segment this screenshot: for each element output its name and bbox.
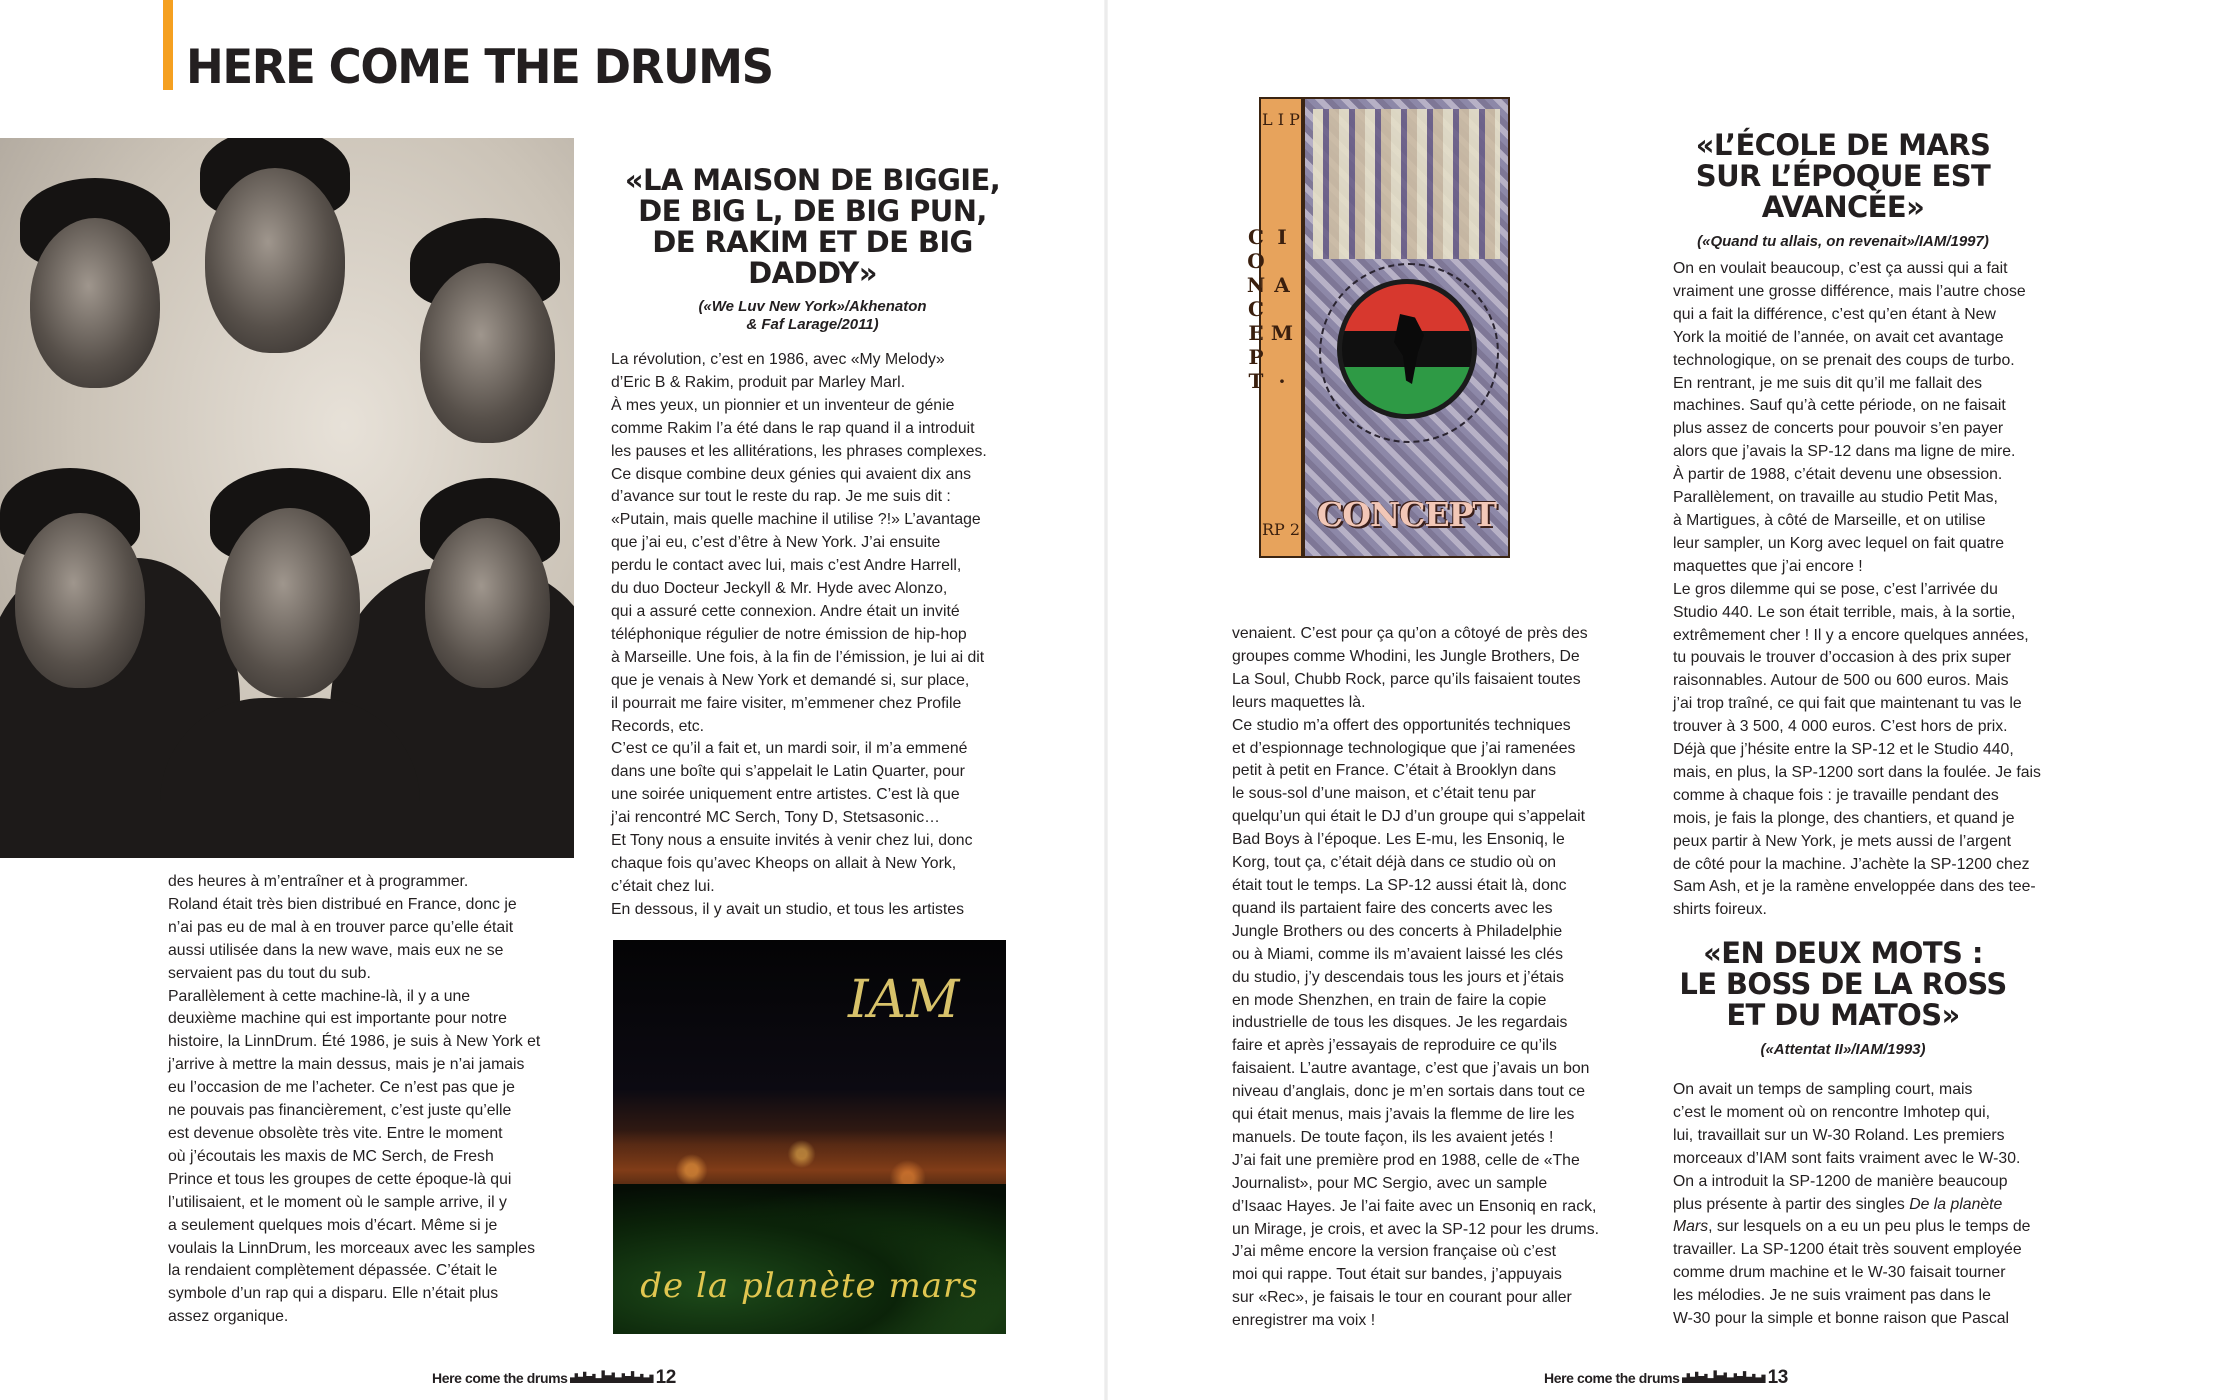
body-column-2: La révolution, c’est en 1986, avec «My Melody» d’Eric B & Rakim, produit par Marley Marl. À mes yeux, un pionnier et un inventeur de génie comme Rakim l’a été dans le rap quand il a introduit les pauses et les allitérations, les phrases complexes. Ce disque combine deux génies qui avaient dix ans d’avance sur tout le reste du rap. Je me suis dit : «Putain, mais quelle machine il utilise ?!» L’avantage que j’ai eu, c’est d’être à New York. J’ai ensuite perdu le contact avec lui, mais c’est Andre Harrell, du duo Docteur Jeckyll & Mr. Hyde avec Alonzo, qui a assuré cette connexion. Andre était un invité téléphonique régulier de notre émission de hip-hop à Marseille. Une fois, à la fin de l’émission, je lui ai dit que je venais à New York et demandé si, sur place, il pourrait me faire visiter, m’emmener chez Profile Records, etc. C’est ce qu’il a fait et, un mardi soir, il m’a emmené dans une boîte qui s’appelait le Latin Quarter, pour une soirée uniquement entre artistes. C’est là que j’ai rencontré MC Serch, Tony D, Stetsasonic… Et Tony nous a ensuite invités à venir chez lui, donc chaque fois qu’avec Kheops on allait à New York, c’était chez lui. En dessous, il y avait un studio, et tous les artistes (611, 351, 987, 918)
pull-quote-credit-1: («We Luv New York»/Akhenaton & Faf Larage/2011) (698, 298, 927, 333)
page-folio-right (1544, 1367, 1788, 1389)
page-number: 13 (1767, 1367, 1788, 1388)
cassette-spine-bottom: RP 2 (1261, 520, 1301, 539)
body-column-1: des heures à m’entraîner et à programmer. Roland était très bien distribué en France, donc je n’ai pas eu de mal à en trouver parce qu’elle était aussi utilisée dans la new wave, mais eux ne se servaient pas du tout du sub. Parallèlement à cette machine-là, il y a une deuxième machine qui est importante pour notre histoire, la LinnDrum. Été 1986, je suis à New York et j’arrive à mettre la main dessus, mais je n’ai jamais eu l’occasion de me l’acheter. Ce n’est pas que je ne pouvais pas financièrement, c’est juste qu’elle est devenue obsolète très vite. Entre le moment où j’écoutais les maxis de MC Serch, de Fresh Prince et tous les groupes de cette époque-là qui l’utilisaient, et le moment où le sample arrive, il y a seulement quelques mois d’écart. Même si je voulais la LinnDrum, les morceaux avec les samples la rendaient complètement dépassée. C’était le symbole d’un rap qui a disparu. Elle n’était plus assez organique. (168, 873, 541, 1326)
section-accent-bar (163, 0, 173, 90)
cassette-front-label: CONCEPT (1317, 495, 1496, 534)
skyline-icon (1682, 1369, 1766, 1383)
skyline-icon (570, 1369, 654, 1383)
pull-quote-credit-2: («Quand tu allais, on revenait»/IAM/1997) (1697, 233, 1989, 250)
folio-label: Here come the drums (1544, 1370, 1680, 1386)
body-column-4-continued: On avait un temps de sampling court, mais c’est le moment où on rencontre Imhotep qui, lui, travaillait sur un W-30 Roland. Les premiers morceaux d’IAM sont faits vraiment avec le W-30. On a introduit la SP-1200 de manière beaucoup plus présente à partir des singles De la planète Mars, sur lesquels on a eu un peu plus le temps de travailler. La SP-1200 était très souvent employée comme drum machine et le W-30 faisait tourner les mélodies. Je ne suis vraiment pas dans le W-30 pour la simple et bonne raison que Pascal (1673, 1081, 2031, 1328)
album-cover-logo: IAM (848, 970, 960, 1030)
africa-emblem (1337, 279, 1477, 419)
pull-quote-heading-3: «EN DEUX MOTS : LE BOSS DE LA ROSS ET DU MATOS» (1679, 936, 2007, 1032)
folio-label: Here come the drums (432, 1370, 568, 1386)
page-folio-left (432, 1367, 676, 1389)
cassette-front (1303, 97, 1510, 558)
pull-quote-heading-1: «LA MAISON DE BIGGIE, DE BIG L, DE BIG PUN, DE RAKIM ET DE BIG DADDY» (624, 163, 1001, 290)
page-left (0, 0, 1106, 1400)
album-cover-image (613, 940, 1006, 1334)
cassette-spine-top: L I P (1262, 110, 1300, 129)
pull-quote-credit-3: («Attentat II»/IAM/1993) (1760, 1041, 1926, 1058)
page-right (1106, 0, 2213, 1400)
body-column-3: venaient. C’est pour ça qu’on a côtoyé de près des groupes comme Whodini, les Jungle Brothers, De La Soul, Chubb Rock, parce qu’ils faisaient toutes leurs maquettes là. Ce studio m’a offert des opportunités techniques et d’espionnage technologique que j’ai ramenées petit à petit en France. C’était à Brooklyn dans le sous-sol d’une maison, et c’était tenu par quelqu’un qui était le DJ d’un groupe qui s’appelait Bad Boys à l’époque. Les E-mu, les Ensoniq, le Korg, tout ça, c’était déjà dans ce studio où on était tout le temps. La SP-12 aussi était là, donc quand ils partaient faire des concerts avec les Jungle Brothers ou des concerts à Philadelphie ou à Miami, comme ils m’avaient laissé les clés du studio, j’y descendais tous les jours et j’étais en mode Shenzhen, en train de faire la copie industrielle de tous les disques. Je les regardais faire et après j’essayais de reproduire ce qu’ils faisaient. L’autre avantage, c’est que j’avais un bon niveau d’anglais, donc je m’en sortais dans tout ce qui était menus, mais j’avais la flemme de lire les manuels. De toute façon, ils les avaient jetés ! J’ai fait une première prod en 1988, celle de «The Journalist», pour MC Sergio, avec un sample d’Isaac Hayes. Je l’ai faite avec un Ensoniq en rack, un Mirage, je crois, et avec la SP-12 pour les drums. J’ai même encore la version française où c’est moi qui rappe. Tout était sur bandes, j’appuyais sur «Rec», je faisais le tour en courant pour aller enregistrer ma voix ! (1232, 625, 1599, 1330)
cassette-spine-text: I A M · CONCEPT (1244, 225, 1294, 393)
cassette-image (1244, 97, 1510, 558)
section-title: HERE COME THE DRUMS (186, 40, 773, 95)
page-number: 12 (655, 1367, 676, 1388)
album-cover-title: de la planète mars (640, 1266, 979, 1306)
pull-quote-heading-2: «L’ÉCOLE DE MARS SUR L’ÉPOQUE EST AVANCÉE» (1695, 128, 1991, 224)
group-photo (0, 138, 574, 858)
body-column-4: On en voulait beaucoup, c’est ça aussi qui a fait vraiment une grosse différence, mais l’autre chose qui a fait la différence, c’est qu’en étant à New York la moitié de l’année, on avait cet avantage technologique, on se prenait des coups de turbo. En rentrant, je me suis dit qu’il me fallait des machines. Sauf qu’à cette période, on ne faisait plus assez de concerts pour pouvoir s’en payer alors que j’avais la SP-12 dans ma ligne de mire. À partir de 1988, c’était devenu une obsession. Parallèlement, on travaille au studio Petit Mas, à Martigues, à côté de Marseille, et on utilise leur sampler, un Korg avec lequel on fait quatre maquettes que j’ai encore ! Le gros dilemme qui se pose, c’est l’arrivée du Studio 440. Le son était terrible, mais, à la sortie, extrêmement cher ! Il y a encore quelques années, tu pouvais le trouver d’occasion à des prix super raisonnables. Autour de 500 ou 600 euros. Mais j’ai trop traîné, ce qui fait que maintenant tu vas le trouver à 3 500, 4 000 euros. C’est hors de prix. Déjà que j’hésite entre la SP-12 et le Studio 440, mais, en plus, la SP-1200 sort dans la foulée. Je fais comme à chaque fois : je travaille pendant des mois, je fais la plonge, des chantiers, et quand je peux partir à New York, je mets aussi de l’argent de côté pour la machine. J’achète la SP-1200 chez Sam Ash, et je la ramène enveloppée dans des tee- shirts foireux. (1673, 260, 2041, 919)
cassette-spine (1244, 97, 1303, 558)
